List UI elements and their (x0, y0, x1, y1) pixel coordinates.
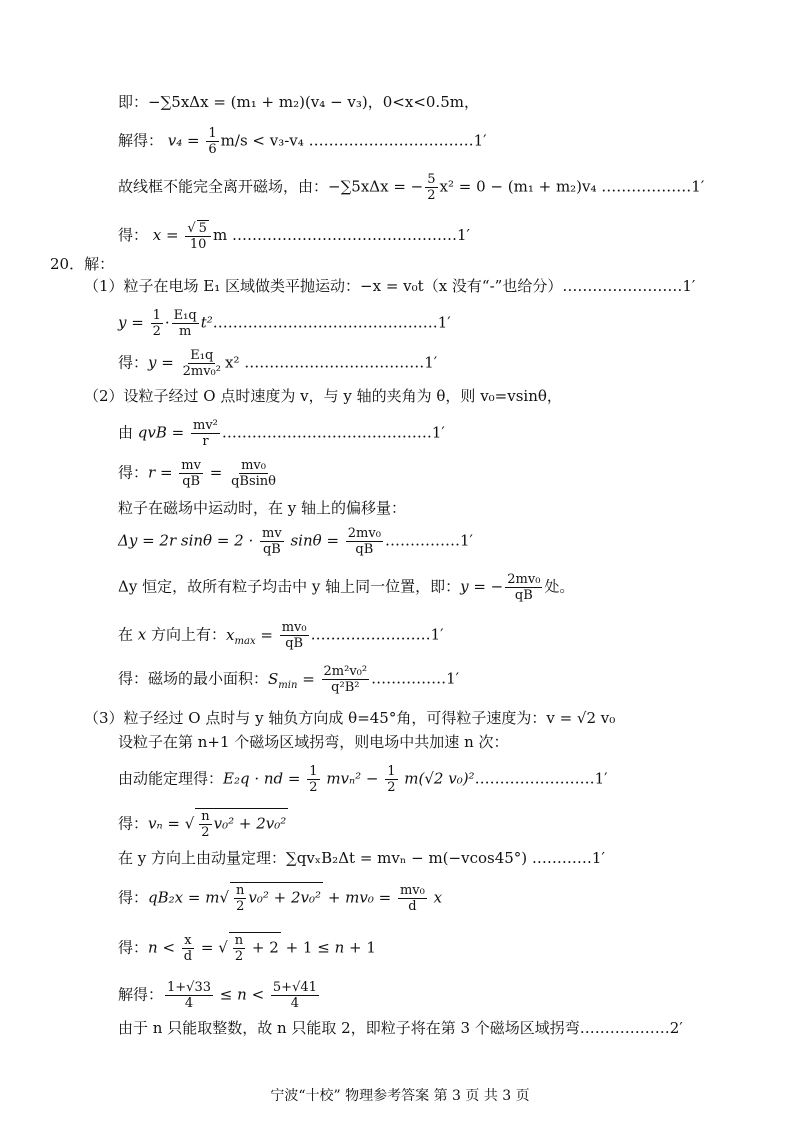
fraction-sqrt5-10: $\frac{√ 5}{10}$ (185, 220, 211, 252)
question-20-heading: 20．解： (50, 255, 115, 273)
part2-line5: Δy = 2r sinθ = 2 · $\frac{mv}{qB}$ sinθ = $\frac{\text{2mv₀}}{qB}$ ……………1′ (118, 526, 473, 557)
part3-line2: 设粒子在第 n+1 个磁场区域拐弯，则电场中共加速 n 次： (118, 733, 509, 751)
part3-line7: 得：n < $\frac{x}{d}$ = √ $\frac{n}{2}$ + 2 + 1 ≤ n + 1 (118, 933, 376, 964)
text-p2-5a: Δy 恒定，故所有粒子均击中 y 轴上同一位置，即： (118, 577, 461, 596)
text-p2-4: ……………1′ (384, 531, 473, 550)
label-solve: 解得： (118, 131, 164, 150)
line-not-fully-leave (118, 172, 704, 203)
text-l3b: x² = 0 − (m₁ + m₂)v₄ ………………1′ (439, 177, 705, 196)
fraction-5-2: $\frac{5}{2}$ (427, 172, 436, 203)
part2-line1: （2）设粒子经过 O 点时速度为 v，与 y 轴的夹角为 θ，则 v₀=vsinθ， (84, 387, 562, 405)
text-p3-3: ……………………1′ (474, 769, 608, 788)
part2-line8: 得：磁场的最小面积：$S_{min}$ = $\frac{\text{2m²v₀²}}{\text{q²B²}}$ ……………1′ (118, 664, 460, 695)
part3-line1: （3）粒子经过 O 点时与 y 轴负方向成 θ=45°角，可得粒子速度为：v = √2 v₀ (84, 709, 616, 727)
part2-line3: 得：r = $\frac{mv}{qB}$ = $\frac{\text{mv₀}}{qBsin\theta}$ (118, 458, 276, 489)
text-p2-6: ……………………1′ (310, 625, 444, 644)
part2-line4: 粒子在磁场中运动时，在 y 轴上的偏移量： (118, 499, 407, 517)
part1-line3: 得：y = $\frac{\text{E₁q}}{\text{2mv₀²}}$ x² ………………………………1′ (118, 348, 438, 379)
part3-line5: 在 y 方向上由动量定理：∑qvₓB₂Δt = mvₙ − m(−vcos45°) …………1′ (118, 849, 605, 867)
part3-conclusion: 由于 n 只能取整数，故 n 只能取 2，即粒子将在第 3 个磁场区域拐弯………………2′ (118, 1019, 683, 1037)
part1-line2: y = $\frac{1}{2}$ · $\frac{\text{E₁q}}{m}$ t²………………………………………1′ (118, 308, 451, 339)
text-v4-tail: m/s < v₃-v₄ ……………………………1′ (220, 131, 487, 150)
text-l3a: 故线框不能完全离开磁场，由：−∑5xΔx = − (118, 177, 424, 196)
part1-line1: （1）粒子在电场 E₁ 区域做类平抛运动：−x = v₀t（x 没有“-”也给分）……………………1′ (84, 277, 696, 295)
label-get: 得： (118, 226, 149, 244)
text-p2-5b: 处。 (544, 577, 575, 596)
text-p1-3: x² ………………………………1′ (224, 353, 438, 372)
line-sum-momentum: 即：−∑5xΔx = (m₁ + m₂)(v₄ − v₃)，0<x<0.5m， (118, 93, 479, 111)
part3-line4: 得：vₙ = √ $\frac{n}{2}$ v₀² + 2v₀² (118, 809, 287, 840)
math-x: x = (152, 226, 184, 244)
part3-line3: 由动能定理得：E₂q · nd = $\frac{1}{2}$ mvₙ² − $\frac{1}{2}$ m(√2 v₀)²……………………1′ (118, 764, 608, 795)
part3-line8: 解得： $\frac{1+√33}{4}$ ≤ n < $\frac{5+√41}{4}$ (118, 980, 317, 1011)
math-v4: v₄ = (167, 131, 205, 150)
text-p2-7: ……………1′ (371, 669, 460, 688)
part3-line6: 得：qB₂x = m√ $\frac{n}{2}$ v₀² + 2v₀² + mv₀ = $\frac{\text{mv₀}}{d}$ x (118, 883, 443, 914)
part2-line6: Δy 恒定，故所有粒子均击中 y 轴上同一位置，即：y = − $\frac{\text{2mv₀}}{qB}$ 处。 (118, 572, 575, 603)
page-footer: 宁波“十校” 物理参考答案 第 3 页 共 3 页 (270, 1088, 530, 1104)
part2-line7: 在 x 方向上有：$x_{max}$ = $\frac{\text{mv₀}}{qB}$ ……………………1′ (118, 620, 444, 651)
line-v4-result (118, 126, 487, 157)
part2-line2: 由 qvB = $\frac{\text{mv²}}{r}$ ……………………………………1′ (118, 418, 445, 449)
text-p1-2: ………………………………………1′ (212, 313, 451, 332)
fraction-1-6: $\frac{1}{6}$ (208, 126, 217, 157)
text-p2-2: ……………………………………1′ (221, 423, 445, 442)
text-l4b: m ………………………………………1′ (212, 226, 470, 244)
line-x-result (118, 220, 470, 252)
